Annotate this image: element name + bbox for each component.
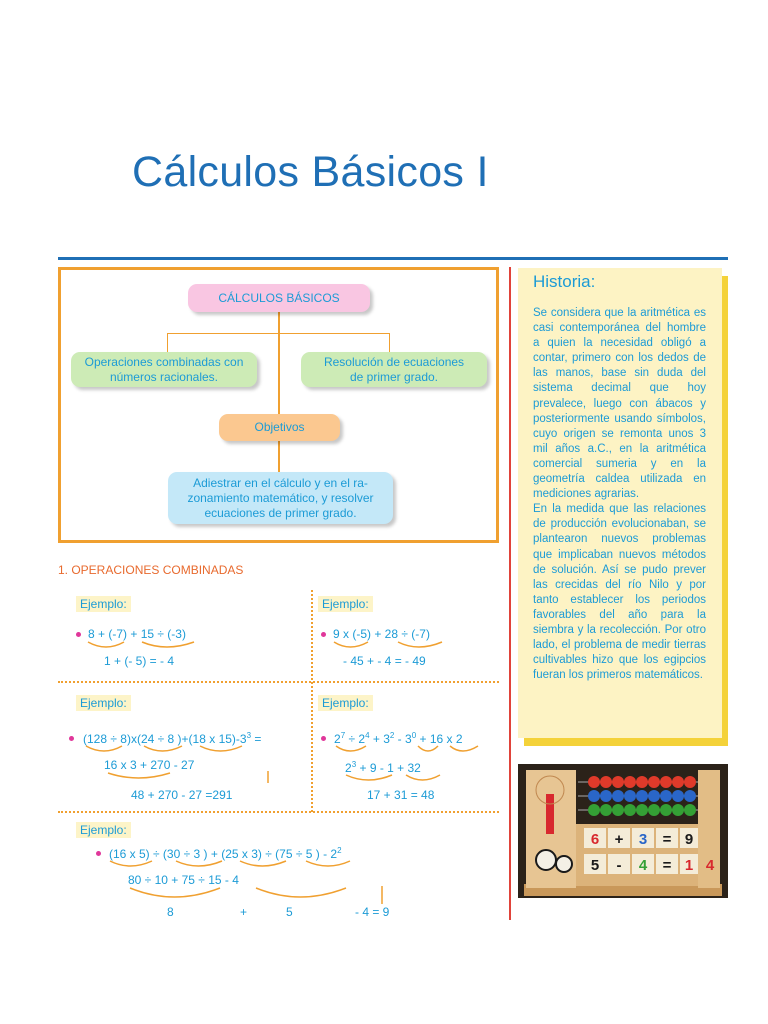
abacus-photo xyxy=(518,764,728,898)
page-title: Cálculos Básicos I xyxy=(132,148,489,196)
example-label: Ejemplo: xyxy=(318,596,373,612)
map-root-box: CÁLCULOS BÁSICOS xyxy=(188,284,370,312)
grid-divider-horizontal xyxy=(58,811,499,813)
example-step: 48 + 270 - 27 =291 xyxy=(131,788,233,802)
example-step: 8 xyxy=(167,905,174,919)
grouping-braces xyxy=(342,773,482,787)
bullet-icon xyxy=(69,736,74,741)
example-label: Ejemplo: xyxy=(76,596,131,612)
example-step: - 45 + - 4 = - 49 xyxy=(343,654,426,668)
example-step: 80 ÷ 10 + 75 ÷ 15 - 4 xyxy=(128,873,239,887)
exponent: 4 xyxy=(365,731,370,740)
abacus-tile: 3 xyxy=(638,831,648,848)
abacus-tile: = xyxy=(662,857,672,874)
abacus-tile: 5 xyxy=(590,857,600,874)
column-divider xyxy=(509,267,511,920)
grouping-braces xyxy=(84,640,214,654)
historia-title: Historia: xyxy=(533,272,596,291)
example-step: 5 xyxy=(286,905,293,919)
expression-text: (16 x 5) ÷ (30 ÷ 3 ) + (25 x 3) ÷ (75 ÷ 5 ) - 2 xyxy=(109,847,338,861)
exponent: 7 xyxy=(340,731,346,740)
exponent: 3 xyxy=(351,760,357,769)
example-step: + xyxy=(240,905,248,919)
map-connector xyxy=(278,312,280,414)
abacus-illustration xyxy=(518,764,728,898)
expression-text: (128 ÷ 8)x(24 ÷ 8 )+(18 x 15)-3 xyxy=(83,732,247,746)
abacus-tile: 4 xyxy=(705,857,715,874)
expression-text: + 3 xyxy=(369,732,390,746)
example-label: Ejemplo: xyxy=(76,822,131,838)
expression-text: + 9 - 1 + 32 xyxy=(356,761,421,775)
grouping-braces xyxy=(104,771,284,785)
historia-text: Se considera que la aritmética es casi contemporánea del hombre a quien la necesidad obligó a contar, primero con los dedos de las manos, base sin duda del sistema decimal que hoy prevalece, luego con ábacos y posteriormente usando símbolos, cuyo origen se remonta unos 3 mil años a.C., en la aritmética comercial sumeria y en la geometría caldea utilizada en mediciones agrarias. En la medida que las relaciones de producción evolucionaban, se plantearon nuevos problemas que implicaban nuevos métodos de solución. Así se pudo prever las crecidas del río Nilo y por tanto establecer los periodos favorables del año para la siembra y la recolección. Por otro lado, el problema de medir tierras cultivables hizo que los egipcios fueran los primeros matemáticos. xyxy=(533,307,706,682)
expression-text: 2 xyxy=(345,761,352,775)
abacus-beads xyxy=(578,776,698,816)
abacus-tile: - xyxy=(616,857,622,874)
map-objective-box: Adiestrar en el cálculo y en el ra- zonamiento matemático, y resolver ecuaciones de primer grado. xyxy=(168,472,393,524)
map-objetivos-box: Objetivos xyxy=(219,414,340,441)
abacus-tile: 9 xyxy=(684,831,694,848)
example-step: - 4 = 9 xyxy=(355,905,390,919)
bullet-icon xyxy=(321,736,326,741)
map-connector xyxy=(167,333,168,352)
expression-text: - 3 xyxy=(394,732,412,746)
exponent: 0 xyxy=(411,731,417,740)
example-step: 16 x 3 + 270 - 27 xyxy=(104,758,195,772)
example-expression: 8 + (-7) + 15 ÷ (-3) xyxy=(88,627,186,641)
bullet-icon xyxy=(96,851,101,856)
abacus-tile: 6 xyxy=(590,831,600,848)
map-connector xyxy=(389,333,390,352)
expression-text: ÷ 2 xyxy=(345,732,366,746)
section-title: 1. OPERACIONES COMBINADAS xyxy=(58,563,244,577)
example-label: Ejemplo: xyxy=(318,695,373,711)
example-label: Ejemplo: xyxy=(76,695,131,711)
grouping-braces xyxy=(82,744,292,758)
example-step: 17 + 31 = 48 xyxy=(367,788,435,802)
map-left-box: Operaciones combinadas con números racionales. xyxy=(71,352,257,387)
abacus-tile: + xyxy=(614,831,624,848)
exponent: 2 xyxy=(337,846,342,855)
map-right-box: Resolución de ecuaciones de primer grado. xyxy=(301,352,487,387)
grouping-braces xyxy=(106,859,396,873)
abacus-tile: 4 xyxy=(638,857,648,874)
abacus-tile: 1 xyxy=(684,857,694,874)
expression-text: 2 xyxy=(334,732,341,746)
bullet-icon xyxy=(76,632,81,637)
example-expression: 9 x (-5) + 28 ÷ (-7) xyxy=(333,627,430,641)
expression-text: + 16 x 2 xyxy=(416,732,463,746)
grouping-braces xyxy=(332,744,492,758)
example-step: 1 + (- 5) = - 4 xyxy=(104,654,175,668)
map-connector xyxy=(278,441,280,472)
title-rule xyxy=(58,257,728,260)
abacus-tile: = xyxy=(662,831,672,848)
bullet-icon xyxy=(321,632,326,637)
grid-divider-vertical xyxy=(311,590,313,812)
map-connector xyxy=(167,333,390,334)
grid-divider-horizontal xyxy=(58,681,499,683)
grouping-braces xyxy=(330,640,460,654)
exponent: 3 xyxy=(246,731,252,740)
exponent: 2 xyxy=(389,731,395,740)
expression-text: = xyxy=(251,732,262,746)
